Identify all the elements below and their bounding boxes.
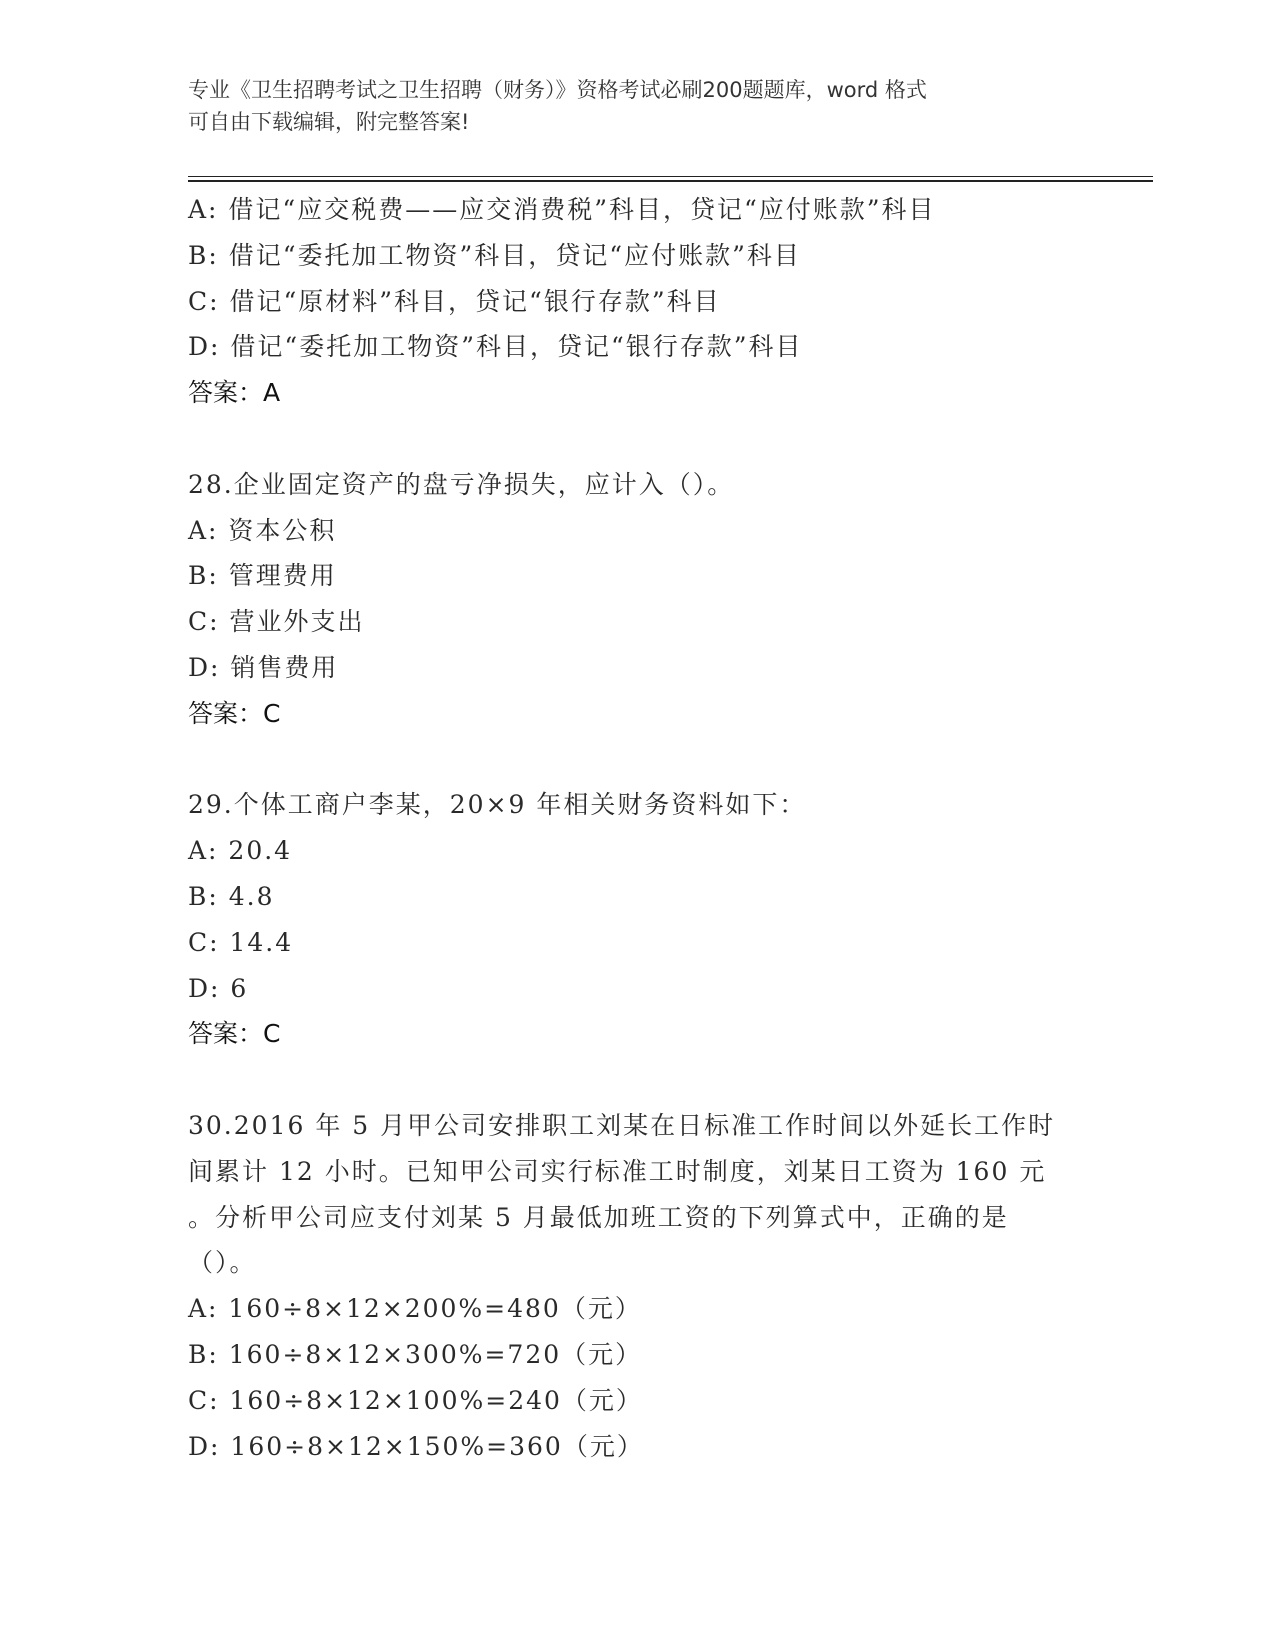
answer-label: 答案：A [188,378,281,408]
question-stem-line-1: 30.2016 年 5 月甲公司安排职工刘某在日标准工作时间以外延长工作时 [188,1110,1056,1140]
option-d: D: 6 [188,973,249,1003]
option-c: C: 14.4 [188,927,294,957]
header-divider-thin [188,176,1153,177]
question-stem: 29.个体工商户李某，20×9 年相关财务资料如下： [188,790,807,820]
question-28 [188,462,1088,737]
question-30 [188,1103,1088,1469]
spacer [188,1057,1088,1103]
question-stem: 28.企业固定资产的盘亏净损失，应计入（）。 [188,469,735,499]
document-header [188,74,1088,138]
question-list [188,187,1088,1469]
option-a: A: 资本公积 [188,515,337,545]
question-stem-line-3: 。分析甲公司应支付刘某 5 月最低加班工资的下列算式中，正确的是 [188,1202,1009,1232]
option-b: B: 管理费用 [188,561,337,591]
question-27 [188,187,1088,416]
option-a: A: 20.4 [188,836,293,866]
question-29 [188,782,1088,1057]
option-b: B: 160÷8×12×300%=720（元） [188,1339,643,1369]
header-divider-thick [188,180,1153,182]
option-a: A: 160÷8×12×200%=480（元） [188,1294,642,1324]
question-stem-line-2: 间累计 12 小时。已知甲公司实行标准工时制度，刘某日工资为 160 元 [188,1156,1047,1186]
header-title-line-2: 可自由下载编辑，附完整答案! [188,110,470,134]
option-a: A: 借记“应交税费——应交消费税”科目，贷记“应付账款”科目 [188,195,936,224]
option-c: C: 营业外支出 [188,607,365,637]
option-d: D: 销售费用 [188,652,339,682]
option-b: B: 借记“委托加工物资”科目，贷记“应付账款”科目 [188,240,801,270]
spacer [188,737,1088,783]
answer-label: 答案：C [188,1019,281,1049]
header-title-line-1: 专业《卫生招聘考试之卫生招聘（财务）》资格考试必刷200题题库，word 格式 [188,78,927,102]
option-d: D: 借记“委托加工物资”科目，贷记“银行存款”科目 [188,332,803,362]
question-stem-line-4: （）。 [188,1248,257,1278]
option-c: C: 160÷8×12×100%=240（元） [188,1385,643,1415]
spacer [188,416,1088,462]
option-d: D: 160÷8×12×150%=360（元） [188,1431,644,1461]
answer-label: 答案：C [188,698,281,728]
option-b: B: 4.8 [188,881,275,911]
option-c: C: 借记“原材料”科目，贷记“银行存款”科目 [188,286,721,316]
